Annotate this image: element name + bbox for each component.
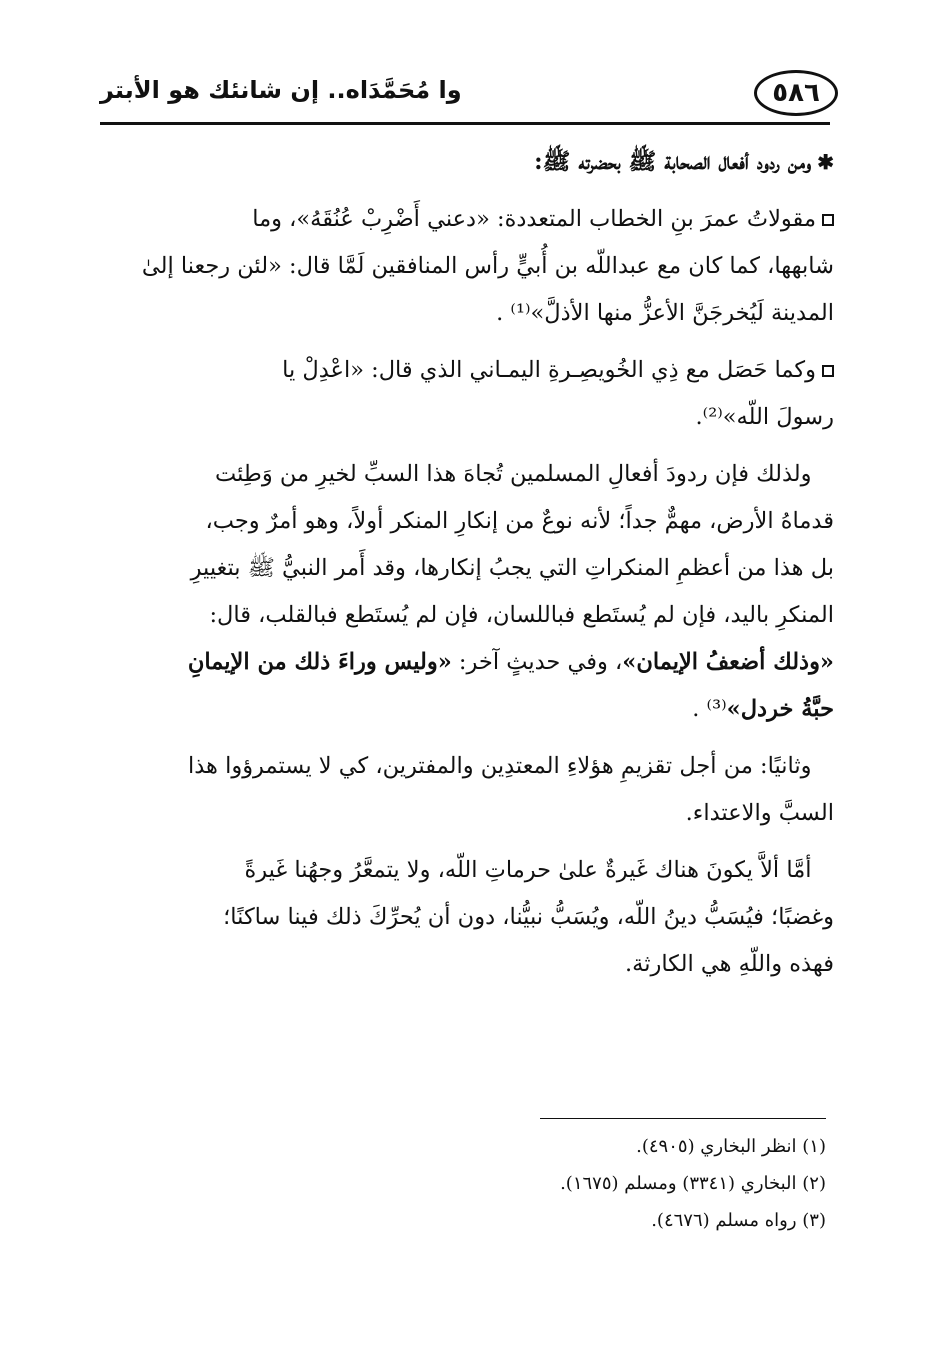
- footnotes: [400, 1128, 826, 1239]
- paragraph-4: [100, 743, 834, 837]
- page-number: ٥٨٦: [754, 70, 838, 116]
- paragraph-3-line-1: ولذلك فإن ردودَ أفعالِ المسلمين تُجاهَ هذا السبِّ لخيرِ من وَطِئت: [215, 461, 812, 487]
- footnote-divider: [540, 1118, 826, 1119]
- paragraph-4-line-2: السبَّ والاعتداء.: [685, 800, 834, 826]
- paragraph-1: [100, 196, 834, 337]
- section-heading-text: ومن ردود أفعال الصحابة ﷺ بحضرته ﷺ:: [534, 148, 812, 175]
- footnote-3: (٣) رواه مسلم (٤٦٧٦).: [651, 1210, 826, 1231]
- paragraph-3-line-2: قدماهُ الأرض، مهمٌّ جداً؛ لأنه نوعٌ من إنكارِ المنكر أولاً، وهو أمرٌ وجب،: [205, 508, 834, 534]
- main-text: [100, 138, 834, 988]
- paragraph-3-line-4: المنكرِ باليد، فإن لم يُستَطع فباللسان، فإن لم يُستَطع فبالقلب، قال:: [209, 602, 834, 628]
- square-bullet-icon: [822, 214, 834, 226]
- hadith-quote-2-line-1: «وليس وراءَ ذلك من الإيمانِ: [187, 649, 452, 675]
- paragraph-3-note: ⁽³⁾ .: [692, 696, 727, 722]
- paragraph-3: [100, 451, 834, 733]
- page-header: [100, 62, 838, 122]
- paragraph-2-line-2: رسولَ اللّه»⁽²⁾.: [695, 404, 834, 430]
- paragraph-4-line-1: وثانيًا: من أجل تقزيمِ هؤلاءِ المعتدِين والمفترين، كي لا يستمرؤوا هذا: [188, 753, 812, 779]
- paragraph-1-line-3: المدينة لَيُخرجَنَّ الأعزُّ منها الأذلَّ»⁽¹⁾ .: [496, 300, 834, 326]
- paragraph-2: [100, 347, 834, 441]
- paragraph-3-mid: ، وفي حديثٍ آخر:: [451, 649, 623, 675]
- square-bullet-icon: [822, 365, 834, 377]
- asterisk-icon: ✱: [817, 150, 834, 174]
- footnote-1: (١) انظر البخاري (٤٩٠٥).: [636, 1136, 826, 1157]
- header-divider: [100, 122, 830, 125]
- paragraph-5: [100, 847, 834, 988]
- hadith-quote-2-line-2: حبَّةُ خردل»: [726, 696, 834, 722]
- hadith-quote-1: «وذلك أضعفُ الإيمان»: [622, 649, 834, 675]
- paragraph-3-line-3: بل هذا من أعظمِ المنكراتِ التي يجبُ إنكارها، وقد أَمر النبيُّ ﷺ بتغييرِ: [190, 555, 834, 581]
- paragraph-5-line-2: وغضبًا؛ فيُسَبُّ دينُ اللّه، ويُسَبُّ نبيُّنا، دون أن يُحرِّكَ ذلك فينا ساكنًا؛: [223, 904, 834, 930]
- paragraph-1-line-2: شابهها، كما كان مع عبداللّه بن أُبيٍّ رأس المنافقين لَمَّا قال: «لئن رجعنا إلىٰ: [141, 253, 834, 279]
- section-heading: [100, 138, 834, 186]
- paragraph-5-line-1: أمَّا ألاَّ يكونَ هناك غَيرةٌ علىٰ حرماتِ اللّه، ولا يتمعَّرُ وجهُنا غَيرةً: [244, 857, 812, 883]
- running-title: وا مُحَمَّدَاه.. إن شانئك هو الأبتر: [100, 76, 462, 104]
- paragraph-5-line-3: فهذه واللّهِ هي الكارثة.: [624, 951, 834, 977]
- paragraph-1-line-1: مقولاتُ عمرَ بنِ الخطاب المتعددة: «دعني أَضْرِبْ عُنُقَهُ»، وما: [252, 206, 816, 232]
- footnote-2: (٢) البخاري (٣٣٤١) ومسلم (١٦٧٥).: [560, 1173, 826, 1194]
- paragraph-2-line-1: وكما حَصَل مع ذِي الخُويصِـرةِ اليمـاني الذي قال: «اعْدِلْ يا: [282, 357, 816, 383]
